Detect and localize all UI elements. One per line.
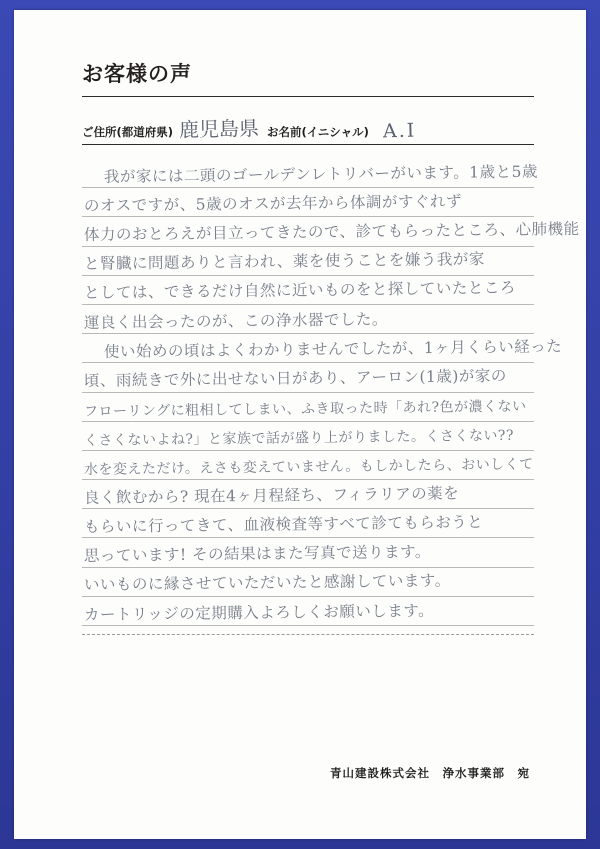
letter-line — [82, 480, 534, 509]
document-sheet — [14, 10, 586, 839]
title-divider — [82, 96, 534, 97]
letter-line — [82, 597, 534, 626]
document-footer: 青山建設株式会社 浄水事業部 宛 — [330, 766, 530, 780]
document-body — [14, 10, 586, 839]
letter-closing-divider — [82, 634, 534, 635]
letter-line-text: 運良く出会ったのが、この浄水器でした。 — [83, 309, 388, 332]
letter-line-text: 我が家には二頭のゴールデンレトリバーがいます。1歳と5歳 — [103, 162, 538, 186]
letter-line-text: 頃、雨続きで外に出せない日があり、アーロン(1歳)が家の — [83, 366, 507, 390]
letter-line — [82, 159, 538, 188]
letter-line-text: もらいに行ってきて、血液検査等すべて診てもらおうと — [83, 513, 484, 536]
letter-line-text: 水を変えただけ。えさも変えていません。もしかしたら、おいしくて — [83, 456, 534, 479]
letter-line-text: フローリングに粗相してしまい、ふき取った時「あれ?色が濃くない — [83, 398, 527, 420]
fields-underline — [82, 144, 534, 145]
letter-line — [82, 568, 534, 597]
letter-line-text: のオスですが、5歳のオスが去年から体調がすぐれず — [83, 192, 463, 215]
address-field-label: ご住所(都道府県) — [82, 125, 174, 139]
letter-line — [82, 276, 534, 305]
letter-line-text: 良く飲むから? 現在4ヶ月程経ち、フィラリアの薬を — [83, 484, 460, 507]
handwritten-letter — [82, 159, 580, 679]
letter-line-text: としては、できるだけ自然に近いものをと探していたところ — [83, 279, 516, 303]
letter-line — [82, 217, 580, 246]
letter-line — [82, 247, 534, 276]
letter-line-text: カートリッジの定期購入よろしくお願いします。 — [83, 601, 435, 624]
page-title: お客様の声 — [82, 62, 192, 86]
letter-line-text: 思っています! その結果はまた写真で送ります。 — [83, 542, 431, 566]
letter-line — [82, 422, 534, 451]
name-field-value: A.I — [382, 119, 417, 143]
letter-line — [82, 393, 534, 422]
form-fields-row — [82, 113, 534, 142]
letter-line-text: くさくないよね?」と家族で話が盛り上がりました。くさくない?? — [83, 427, 515, 449]
address-field-value: 鹿児島県 — [178, 116, 260, 142]
letter-line — [82, 451, 534, 480]
letter-line — [82, 334, 563, 363]
letter-line-text: 体力のおとろえが目立ってきたので、診てもらったところ、心肺機能 — [83, 220, 580, 245]
letter-line-text: 使い始めの頃はよくわかりませんでしたが、1ヶ月くらい経った — [103, 337, 563, 361]
letter-line-text: と腎臓に問題ありと言われ、薬を使うことを嫌う我が家 — [83, 250, 485, 274]
letter-line — [82, 538, 534, 567]
letter-line-text: いいものに縁させていただいたと感謝しています。 — [83, 571, 451, 595]
letter-line — [82, 363, 534, 392]
name-field-label: お名前(イニシャル) — [267, 125, 369, 139]
letter-line — [82, 188, 534, 217]
letter-line — [82, 509, 534, 538]
letter-line — [82, 305, 534, 334]
